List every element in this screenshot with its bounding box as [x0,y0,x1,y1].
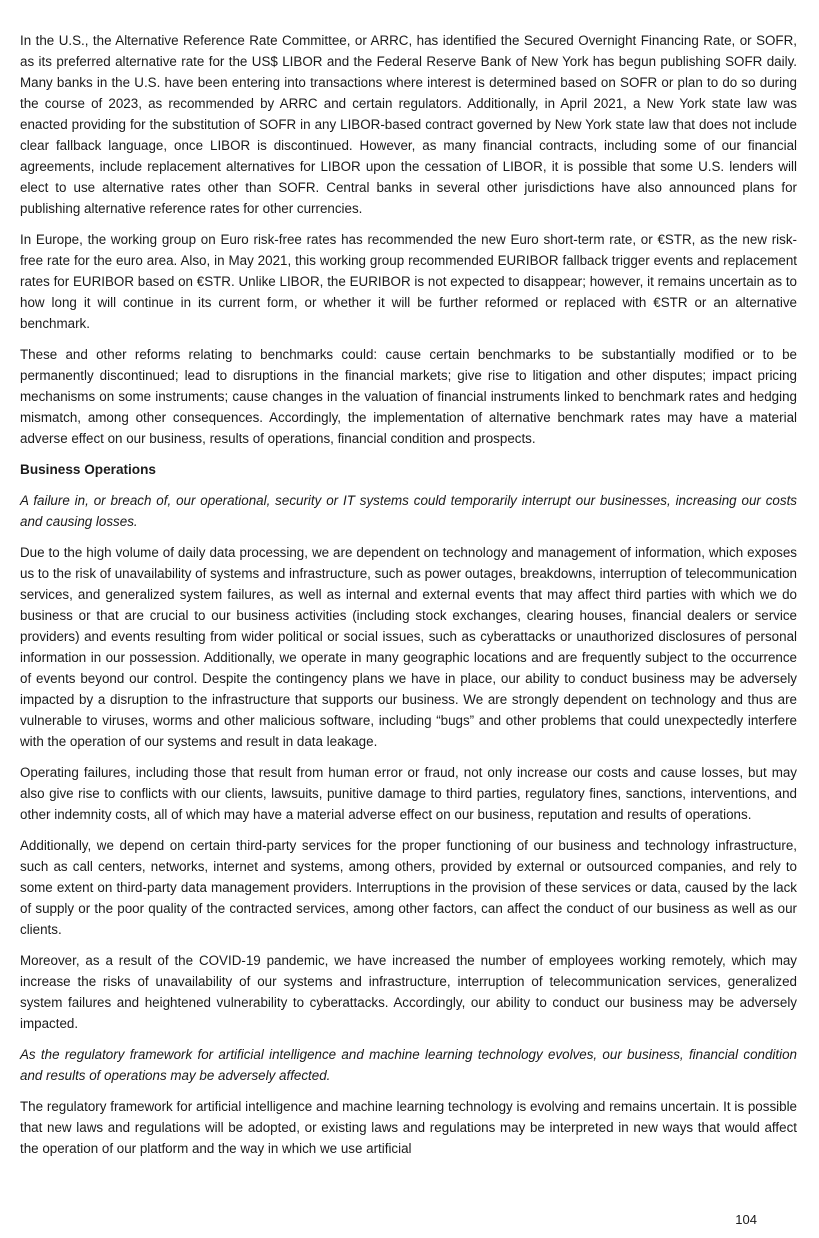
risk-statement-it-systems: A failure in, or breach of, our operational, security or IT systems could temporarily interrupt our businesses, increasing our costs and causing losses. [20,493,797,529]
paragraph-covid-remote-work: Moreover, as a result of the COVID-19 pandemic, we have increased the number of employees working remotely, which may increase the risks of unavailability of our systems and infrastructure, interruption of telecommunication services, generalized system failures and heightened vulnerability to cyberattacks. Accordingly, our ability to conduct our business may be adversely impacted. [20,953,797,1031]
paragraph-benchmark-reforms: These and other reforms relating to benchmarks could: cause certain benchmarks to be substantially modified or to be permanently discontinued; lead to disruptions in the financial markets; give rise to litigation and other disputes; impact pricing mechanisms on some instruments; cause changes in the valuation of financial instruments linked to benchmark rates and hedging mismatch, among other consequences. Accordingly, the implementation of alternative benchmark rates may have a material adverse effect on our business, results of operations, financial condition and prospects. [20,347,797,446]
page-number: 104 [735,1212,757,1227]
risk-statement-ai-regulation: As the regulatory framework for artificial intelligence and machine learning technology evolves, our business, financial condition and results of operations may be adversely affected. [20,1047,797,1083]
paragraph-data-processing: Due to the high volume of daily data processing, we are dependent on technology and management of information, which exposes us to the risk of unavailability of systems and infrastructure, such as power outages, breakdowns, interruption of telecommunication services, and generalized system failures, as well as internal and external events that may affect third parties with which we do business or that are crucial to our business activities (including stock exchanges, clearing houses, financial dealers or service providers) and events resulting from wider political or social issues, such as cyberattacks or unauthorized disclosures of personal information in our possession. Additionally, we operate in many geographic locations and are frequently subject to the occurrence of events beyond our control. Despite the contingency plans we have in place, our ability to conduct business may be adversely impacted by a disruption to the infrastructure that supports our business. We are strongly dependent on technology and thus are vulnerable to viruses, worms and other malicious software, including “bugs” and other problems that could unexpectedly interfere with the operation of our systems and result in data leakage. [20,545,797,749]
paragraph-operating-failures: Operating failures, including those that result from human error or fraud, not only increase our costs and cause losses, but may also give rise to conflicts with our clients, lawsuits, punitive damage to third parties, regulatory fines, sanctions, interventions, and other indemnity costs, all of which may have a material adverse effect on our business, reputation and results of operations. [20,765,797,822]
paragraph-ai-regulatory-framework: The regulatory framework for artificial intelligence and machine learning technology is evolving and remains uncertain. It is possible that new laws and regulations will be adopted, or existing laws and regulations may be interpreted in new ways that would affect the operation of our platform and the way in which we use artificial [20,1099,797,1156]
section-heading-business-operations: Business Operations [20,462,156,477]
paragraph-sofr-arrc: In the U.S., the Alternative Reference Rate Committee, or ARRC, has identified the Secured Overnight Financing Rate, or SOFR, as its preferred alternative rate for the US$ LIBOR and the Federal Reserve Bank of New York has begun publishing SOFR daily. Many banks in the U.S. have been entering into transactions where interest is determined based on SOFR or plan to do so during the course of 2023, as recommended by ARRC and certain regulators. Additionally, in April 2021, a New York state law was enacted providing for the substitution of SOFR in any LIBOR-based contract governed by New York state law that does not include clear fallback language, once LIBOR is discontinued. However, as many financial contracts, including some of our financial agreements, include replacement alternatives for LIBOR upon the cessation of LIBOR, it is possible that some U.S. lenders will elect to use alternative rates other than SOFR. Central banks in several other jurisdictions have also announced plans for publishing alternative reference rates for other currencies. [20,33,797,216]
paragraph-third-party-services: Additionally, we depend on certain third-party services for the proper functioning of our business and technology infrastructure, such as call centers, networks, internet and systems, among others, provided by external or outsourced companies, and rely to some extent on third-party data management providers. Interruptions in the provision of these services or data, caused by the lack of supply or the poor quality of the contracted services, among other factors, can affect the conduct of our business as well as our clients. [20,838,797,937]
paragraph-europe-estr: In Europe, the working group on Euro risk-free rates has recommended the new Euro short-term rate, or €STR, as the new risk-free rate for the euro area. Also, in May 2021, this working group recommended EURIBOR fallback trigger events and replacement rates for EURIBOR based on €STR. Unlike LIBOR, the EURIBOR is not expected to disappear; however, it remains uncertain as to how long it will continue in its current form, or whether it will be further reformed or replaced with €STR or an alternative benchmark. [20,232,797,331]
